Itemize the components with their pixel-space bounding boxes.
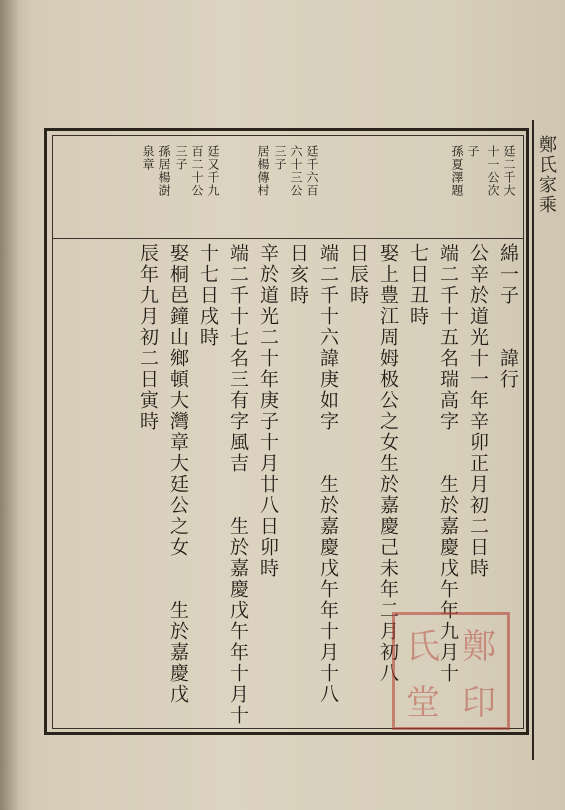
text-column: 端二千十六諱庚如字 生於嘉慶戊午年十月十八	[317, 243, 339, 705]
note-column: 六十三公	[289, 145, 303, 197]
right-margin-band	[532, 120, 564, 760]
note-column: 孫夏澤題	[450, 145, 464, 197]
text-column: 公辛於道光十一年辛卯正月初二日時	[467, 243, 489, 579]
note-column: 廷又千九	[206, 145, 220, 197]
note-column: 三子	[273, 145, 287, 171]
text-column: 辛於道光二十年庚子十月廿八日卯時	[257, 243, 279, 579]
text-column: 娶桐邑鐘山鄉頓大灣章大廷公之女 生於嘉慶戊	[167, 243, 189, 705]
text-column: 辰年九月初二日寅時	[137, 243, 159, 432]
text-column: 十七日戌時	[197, 243, 219, 348]
red-seal-stamp: 氏 鄭 堂 印	[392, 612, 510, 730]
header-divider	[52, 238, 524, 239]
note-column: 居楊傳村	[256, 145, 270, 197]
text-column: 端二千十七名三有字風吉 生於嘉慶戊午年十月十	[227, 243, 249, 726]
note-column: 廷千六百	[305, 145, 319, 197]
page-title: 鄭氏家乘	[536, 135, 557, 215]
text-column: 綿一子 諱行	[497, 243, 519, 390]
text-column: 日辰時	[347, 243, 369, 306]
note-column: 子	[466, 145, 480, 158]
note-column: 三子	[174, 145, 188, 171]
note-column: 百二十公	[190, 145, 204, 197]
text-column: 日亥時	[287, 243, 309, 306]
note-column: 廷二千大	[502, 145, 516, 197]
note-column: 泉章	[141, 145, 155, 171]
text-column: 娶上豊江周姆极公之女生於嘉慶己未年二月初八	[377, 243, 399, 684]
note-column: 十一公次	[486, 145, 500, 197]
text-column: 端二千十五名瑞高字 生於嘉慶戊午年九月十	[437, 243, 459, 684]
text-column: 七日丑時	[407, 243, 429, 327]
book-spine	[0, 0, 18, 810]
note-column: 孫居楊澍	[157, 145, 171, 197]
